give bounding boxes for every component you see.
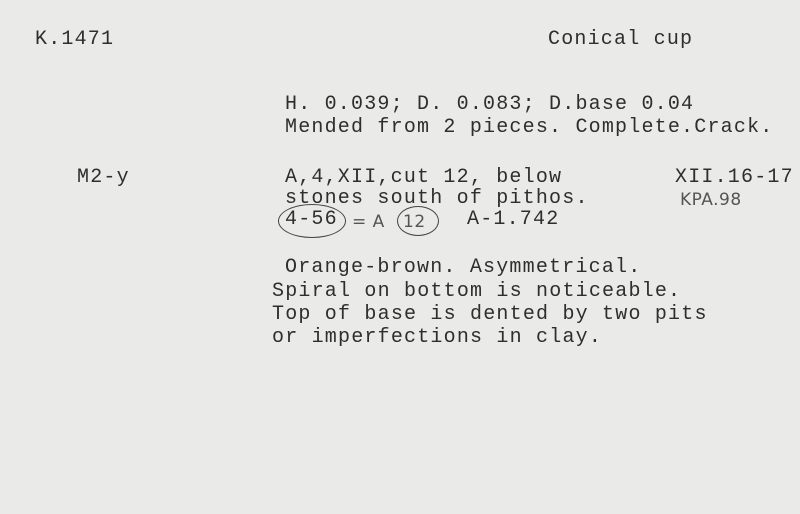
ink-circle [397, 206, 439, 236]
reference-circled-2: 12 [403, 212, 426, 232]
description-line-2: Spiral on bottom is noticeable. [272, 280, 682, 303]
dimensions: H. 0.039; D. 0.083; D.base 0.04 [285, 93, 695, 116]
description-line-3: Top of base is dented by two pits [272, 303, 708, 326]
catalog-number: K.1471 [35, 28, 115, 51]
description-line-4: or imperfections in clay. [272, 326, 603, 349]
description-line-1: Orange-brown. Asymmetrical. [285, 256, 642, 279]
kpa-number: KPA.98 [680, 190, 742, 210]
condition: Mended from 2 pieces. Complete.Crack. [285, 116, 774, 139]
ink-circle [278, 204, 346, 238]
reference-equals: = A [352, 212, 385, 232]
classification: M2-y [77, 166, 130, 189]
reference-extra: A-1.742 [467, 208, 560, 231]
object-name: Conical cup [548, 28, 694, 51]
date: XII.16-17 [675, 166, 794, 189]
reference-circled-1: 4-56 [285, 208, 338, 231]
findspot-line-2: stones south of pithos. [285, 187, 589, 210]
findspot-line-1: A,4,XII,cut 12, below [285, 166, 563, 189]
